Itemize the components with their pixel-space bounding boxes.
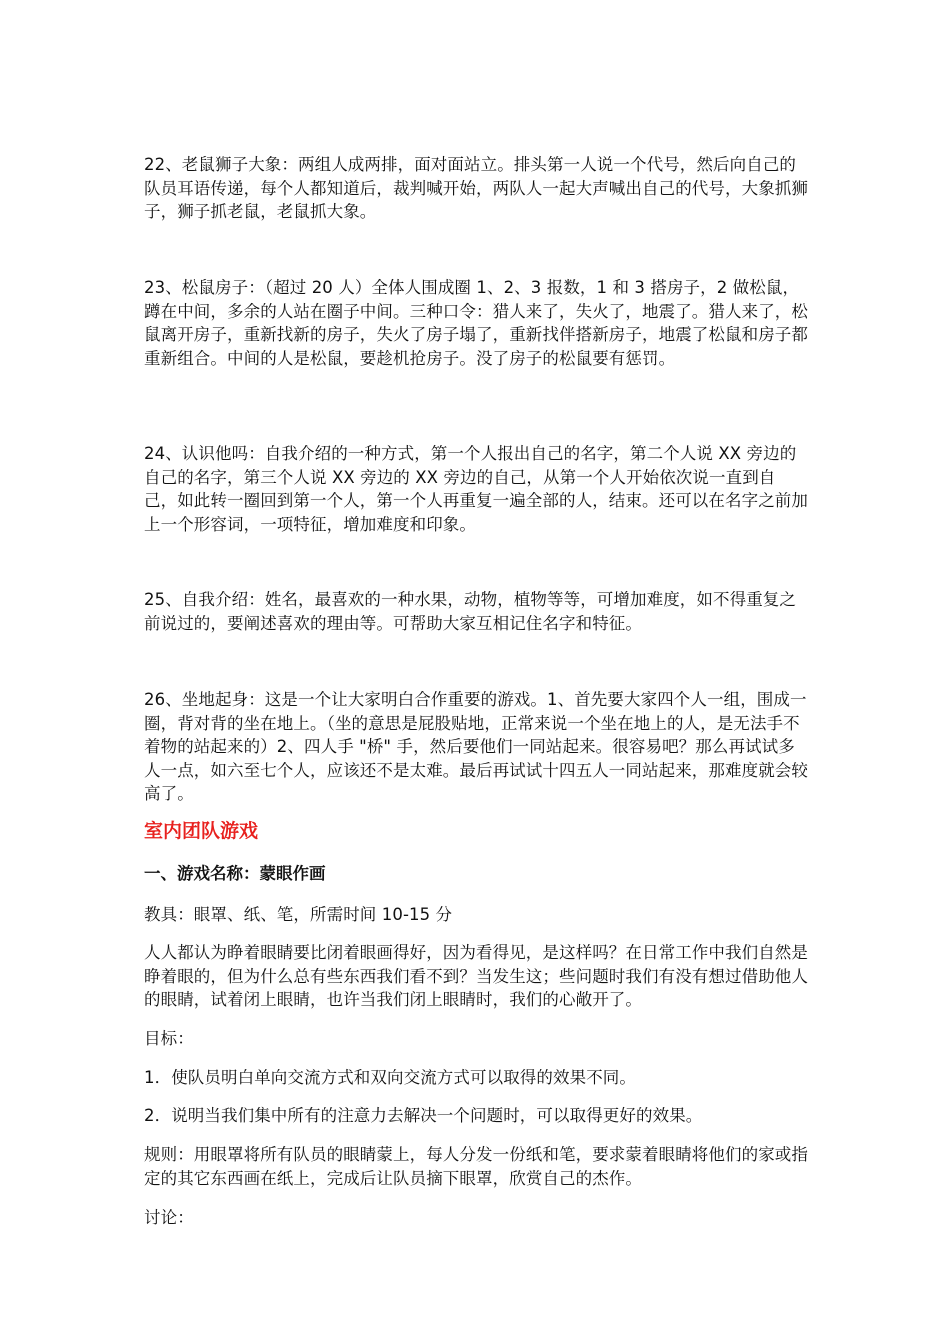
paragraph-game-22: 22、老鼠狮子大象：两组人成两排，面对面站立。排头第一人说一个代号，然后向自己的队员耳语传递，每个人都知道后，裁判喊开始，两队人一起大声喊出自己的代号，大象抓狮子，狮子抓老鼠，老鼠抓大象。 xyxy=(144,155,808,221)
paragraph-game-24: 24、认识他吗：自我介绍的一种方式，第一个人报出自己的名字，第二个人说 XX 旁边的自己的名字，第三个人说 XX 旁边的 XX 旁边的自己，从第一个人开始依次说一直到自己，如此转一圈回到第一个人，第一个人再重复一遍全部的人，结束。还可以在名字之前加上一个形容词，一项特征，增加难度和印象。 xyxy=(144,444,808,534)
goal-label: 目标： xyxy=(144,1029,194,1048)
intro-paragraph: 人人都认为睁着眼睛要比闭着眼画得好，因为看得见，是这样吗？在日常工作中我们自然是睁着眼的，但为什么总有些东西我们看不到？当发生这；些问题时我们有没有想过借助他人的眼睛，试着闭上眼睛，也许当我们闭上眼睛时，我们的心敞开了。 xyxy=(144,943,808,1009)
discussion-label: 讨论： xyxy=(144,1208,194,1227)
paragraph-game-25: 25、自我介绍：姓名，最喜欢的一种水果，动物，植物等等，可增加难度，如不得重复之前说过的，要阐述喜欢的理由等。可帮助大家互相记住名字和特征。 xyxy=(144,590,796,633)
paragraph-game-26: 26、坐地起身：这是一个让大家明白合作重要的游戏。1、首先要大家四个人一组，围成一圈，背对背的坐在地上。（坐的意思是屁股贴地，正常来说一个坐在地上的人，是无法手不着物的站起来的）2、四人手 "桥" 手，然后要他们一同站起来。很容易吧？那么再试试多人一点，如六至七个人，应该还不是太难。最后再试试十四五人一同站起来，那难度就会较高了。 xyxy=(144,690,808,803)
section-title: 室内团队游戏 xyxy=(144,820,259,842)
rules-paragraph: 规则：用眼罩将所有队员的眼睛蒙上，每人分发一份纸和笔，要求蒙着眼睛将他们的家或指定的其它东西画在纸上，完成后让队员摘下眼罩，欣赏自己的杰作。 xyxy=(144,1145,808,1188)
game-title: 一、游戏名称：蒙眼作画 xyxy=(144,864,326,883)
tools-line: 教具：眼罩、纸、笔，所需时间 10-15 分 xyxy=(144,905,453,924)
goal-item-2: 2．说明当我们集中所有的注意力去解决一个问题时，可以取得更好的效果。 xyxy=(144,1106,703,1125)
paragraph-game-23: 23、松鼠房子：（超过 20 人）全体人围成圈 1、2、3 报数，1 和 3 搭房子，2 做松鼠，蹲在中间，多余的人站在圈子中间。三种口令：猎人来了，失火了，地震了。猎人来了，松鼠离开房子，重新找新的房子，失火了房子塌了，重新找伴搭新房子，地震了松鼠和房子都重新组合。中间的人是松鼠，要趁机抢房子。没了房子的松鼠要有惩罚。 xyxy=(144,278,808,368)
goal-item-1: 1．使队员明白单向交流方式和双向交流方式可以取得的效果不同。 xyxy=(144,1068,636,1087)
